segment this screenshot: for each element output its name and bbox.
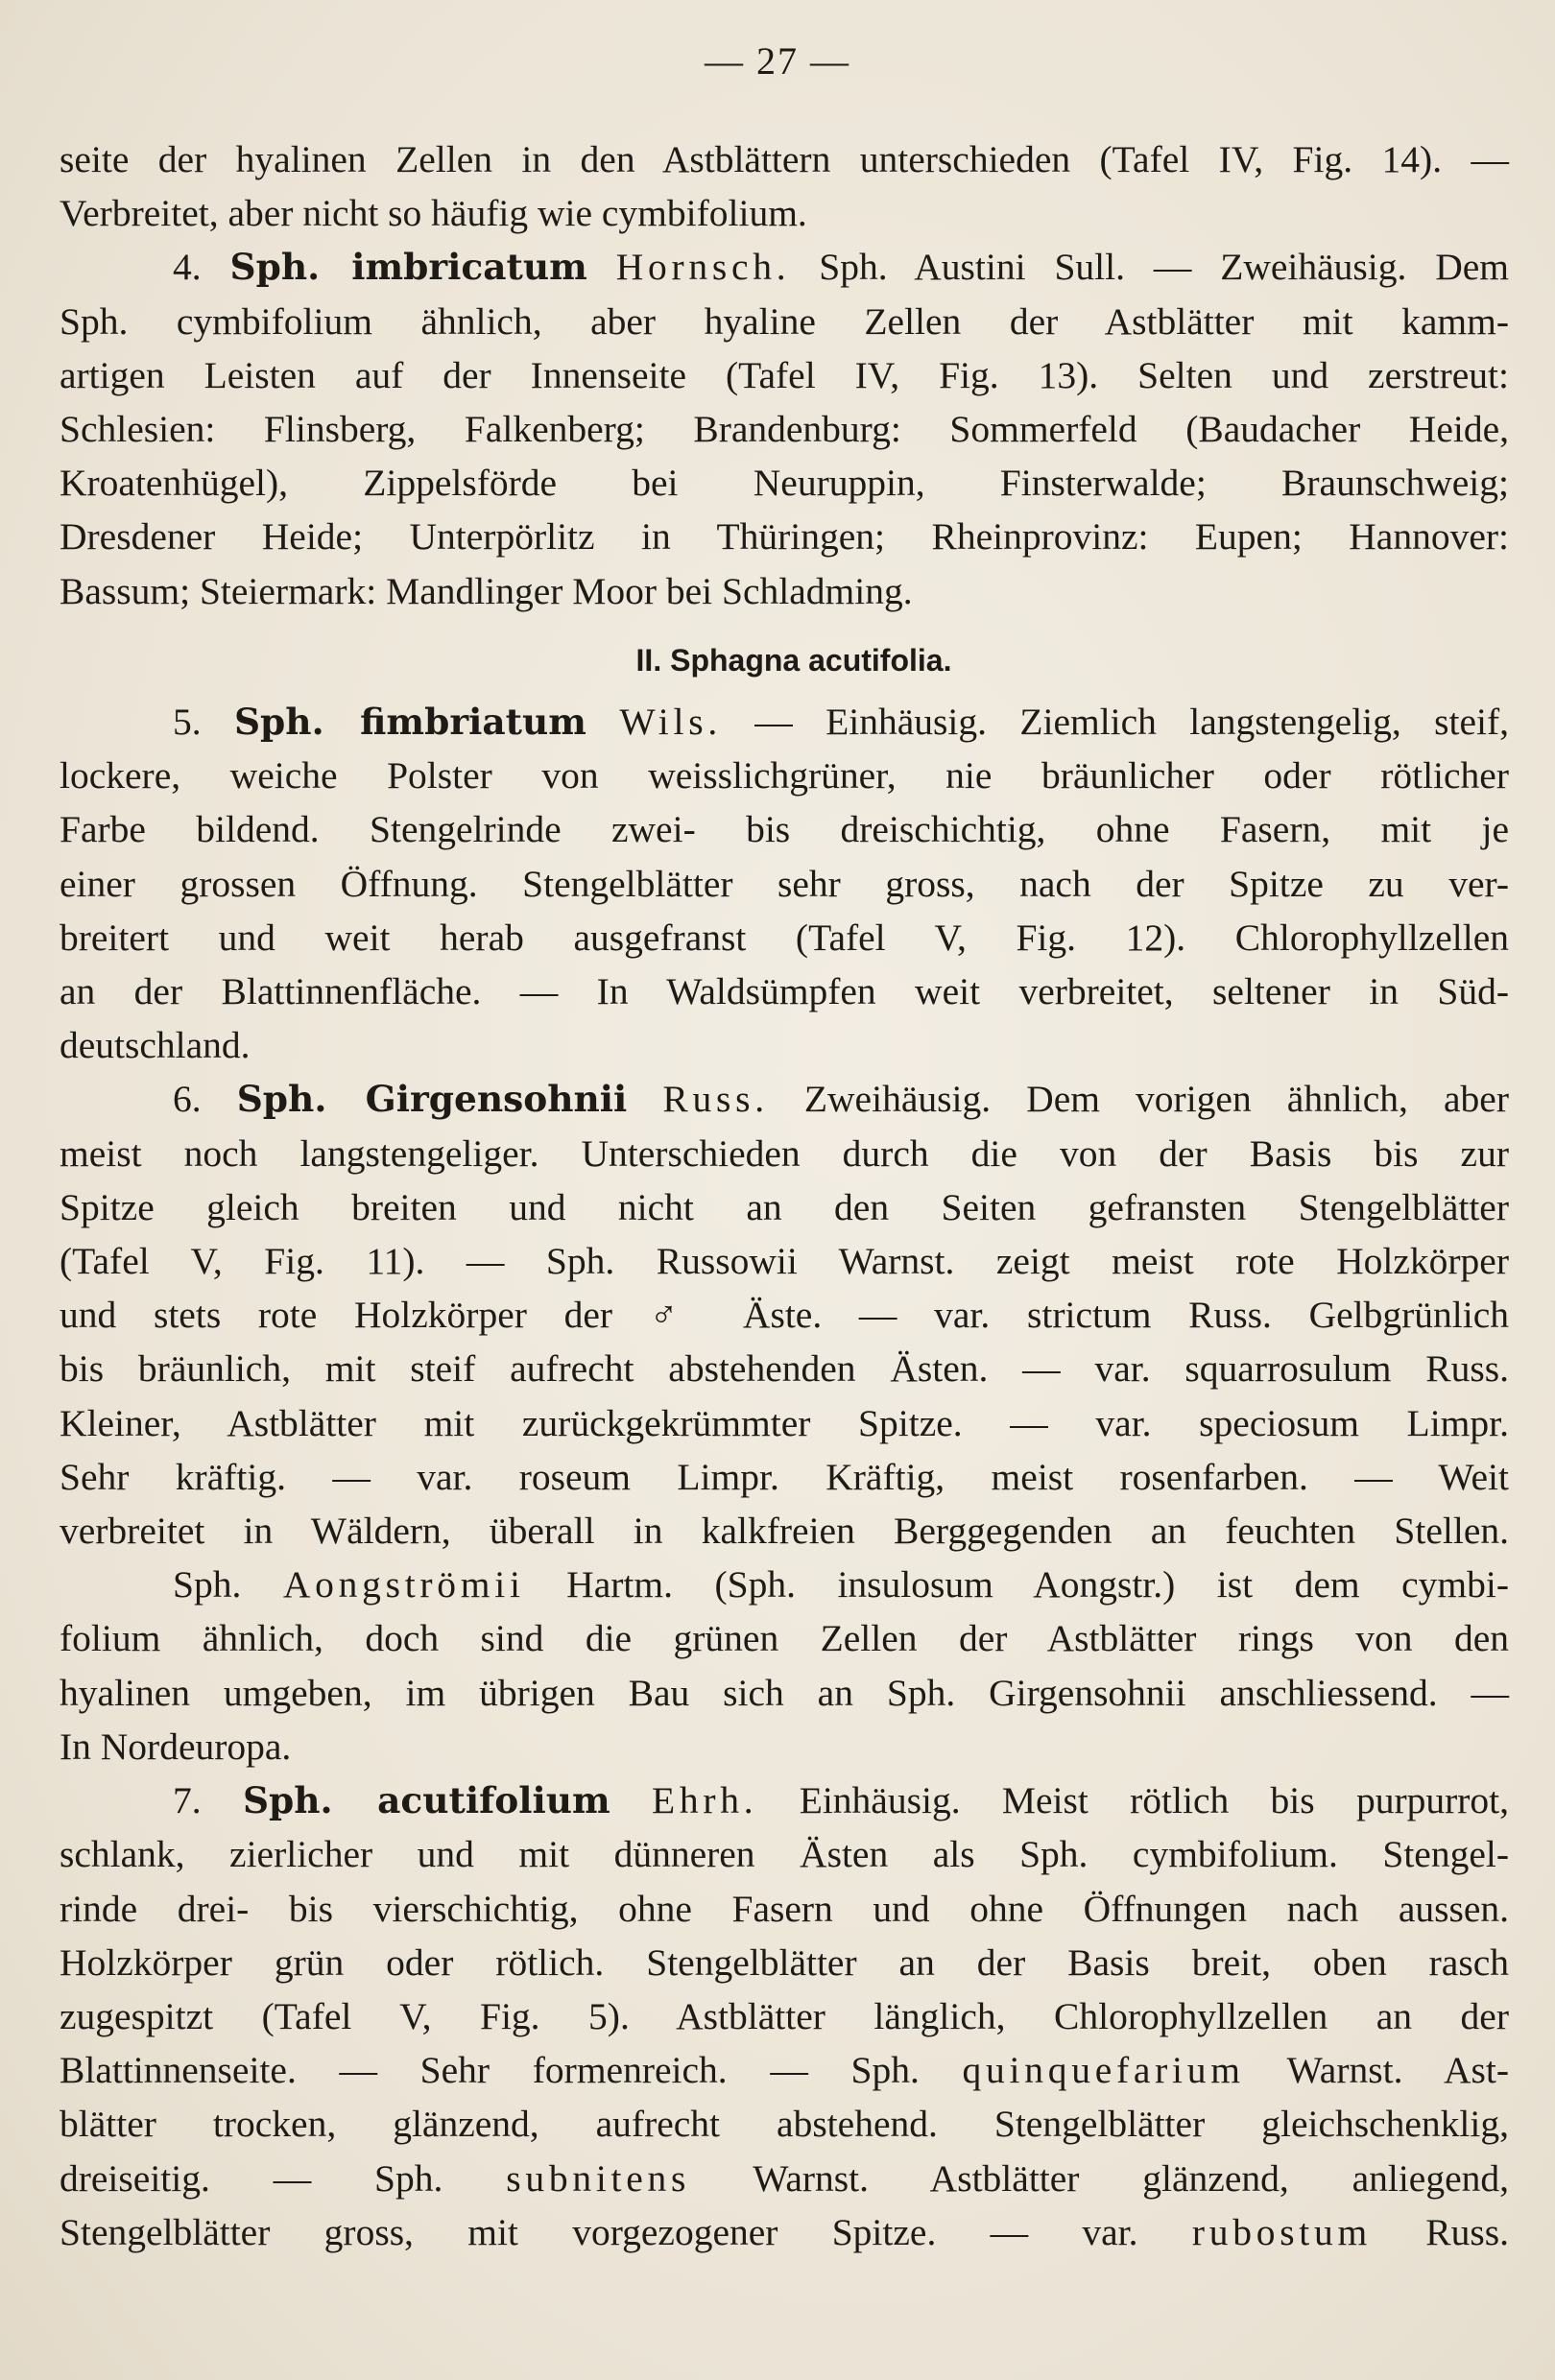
author-name: Ehrh.	[652, 1779, 758, 1822]
text-line	[60, 1504, 1509, 1558]
text-run: Einhäusig. Meist rötlich bis purpurrot,	[757, 1779, 1510, 1822]
author-name: Hornsch.	[615, 246, 791, 289]
text-run: Sph.	[173, 1563, 283, 1606]
text-run: In Nordeuropa.	[60, 1725, 292, 1768]
text-run: meist noch langstengeliger. Unterschieden durch die von der Basis bis zur	[60, 1131, 1509, 1175]
author-name: Aongströmii	[282, 1563, 525, 1606]
text-run: 4.	[173, 246, 230, 289]
text-run: deutschland.	[60, 1024, 251, 1067]
body-text	[60, 132, 1509, 2259]
text-line	[60, 1882, 1509, 1936]
text-line	[60, 1234, 1509, 1288]
text-run: Hartm. (Sph. insulosum Aongstr.) ist dem cymbi-	[524, 1563, 1510, 1606]
text-line	[60, 186, 1509, 240]
text-line	[60, 1450, 1509, 1504]
text-run	[587, 246, 616, 288]
text-line	[60, 1396, 1509, 1450]
text-line	[60, 695, 1509, 749]
species-name: Sph. acutifolium	[242, 1779, 610, 1822]
text-line	[60, 1936, 1509, 1989]
text-line	[60, 749, 1509, 802]
text-line	[60, 132, 1509, 186]
text-run: Dresdener Heide; Unterpörlitz in Thüringen; Rheinprovinz: Eupen; Hannover:	[60, 515, 1509, 559]
text-run: Sehr kräftig. — var. roseum Limpr. Kräftig, meist rosenfarben. — Weit	[60, 1455, 1509, 1498]
text-run: (Tafel V, Fig. 11). — Sph. Russowii Warnst. zeigt meist rote Holzkörper	[60, 1240, 1509, 1283]
text-run: — Einhäusig. Ziemlich langstengelig, steif,	[721, 701, 1509, 744]
species-name: Sph. fimbriatum	[233, 701, 586, 744]
text-run: Spitze gleich breiten und nicht an den Seiten gefransten Stengelblätter	[60, 1185, 1509, 1228]
text-line	[60, 911, 1509, 964]
text-line	[60, 802, 1509, 856]
text-line	[60, 1558, 1509, 1611]
text-line	[60, 564, 1509, 618]
text-line	[60, 1827, 1509, 1881]
text-run: Kroatenhügel), Zippelsförde bei Neuruppin, Finsterwalde; Braunschweig;	[60, 462, 1509, 505]
section-heading	[60, 633, 1509, 687]
text-run: Sph. Austini Sull. — Zweihäusig. Dem	[790, 246, 1510, 289]
text-run: artigen Leisten auf der Innenseite (Tafel IV, Fig. 13). Selten und zerstreut:	[60, 353, 1509, 396]
text-run: zugespitzt (Tafel V, Fig. 5). Astblätter länglich, Chlorophyllzellen an der	[60, 1994, 1509, 2037]
text-run: an der Blattinnenfläche. — In Waldsümpfen weit verbreitet, seltener in Süd-	[60, 970, 1509, 1013]
text-line	[60, 964, 1509, 1018]
text-run: Farbe bildend. Stengelrinde zwei- bis dreischichtig, ohne Fasern, mit je	[60, 808, 1509, 851]
text-run: Warnst. Astblätter glänzend, anliegend,	[690, 2156, 1509, 2200]
text-line	[60, 1342, 1509, 1395]
text-run: seite der hyalinen Zellen in den Astblättern unterschieden (Tafel IV, Fig. 14). —	[60, 138, 1509, 180]
text-run: blätter trocken, glänzend, aufrecht abstehend. Stengelblätter gleichschenklig,	[60, 2103, 1509, 2146]
species-name: Sph. Girgensohnii	[236, 1078, 628, 1121]
author-name: quinquefarium	[962, 2049, 1245, 2092]
text-run: folium ähnlich, doch sind die grünen Zellen der Astblätter rings von den	[60, 1617, 1509, 1660]
text-line	[60, 2043, 1509, 2097]
text-run: Kleiner, Astblätter mit zurückgekrümmter Spitze. — var. speciosum Limpr.	[60, 1401, 1509, 1444]
text-run: Warnst. Ast-	[1244, 2049, 1509, 2092]
text-run: Verbreitet, aber nicht so häufig wie cymbifolium.	[60, 192, 807, 235]
text-run: breitert und weit herab ausgefranst (Tafel V, Fig. 12). Chlorophyllzellen	[60, 916, 1509, 959]
text-line	[60, 1288, 1509, 1342]
text-line	[60, 2205, 1509, 2259]
author-name: subnitens	[506, 2156, 691, 2200]
text-run: Blattinnenseite. — Sehr formenreich. — Sph.	[60, 2049, 963, 2092]
text-line	[60, 857, 1509, 911]
text-run: Sph. cymbifolium ähnlich, aber hyaline Zellen der Astblätter mit kamm-	[60, 299, 1509, 343]
text-run: schlank, zierlicher und mit dünneren Ästen als Sph. cymbifolium. Stengel-	[60, 1833, 1509, 1876]
text-line	[60, 510, 1509, 563]
text-run: einer grossen Öffnung. Stengelblätter sehr gross, nach der Spitze zu ver-	[60, 862, 1509, 905]
text-run: 6.	[173, 1078, 237, 1121]
text-run	[586, 701, 619, 743]
text-line	[60, 1611, 1509, 1665]
text-line	[60, 1989, 1509, 2043]
text-line	[60, 348, 1509, 402]
text-run: bis bräunlich, mit steif aufrecht abstehenden Ästen. — var. squarrosulum Russ.	[60, 1347, 1509, 1391]
text-line	[60, 456, 1509, 510]
species-name: Sph. imbricatum	[229, 246, 587, 289]
text-run	[610, 1779, 652, 1821]
text-run: Holzkörper grün oder rötlich. Stengelblätter an der Basis breit, oben rasch	[60, 1940, 1509, 1984]
text-run: 7.	[173, 1779, 243, 1822]
text-run: hyalinen umgeben, im übrigen Bau sich an Sph. Girgensohnii anschliessend. —	[60, 1671, 1509, 1714]
text-run: dreiseitig. — Sph.	[60, 2156, 507, 2200]
text-line	[60, 1180, 1509, 1234]
text-run	[627, 1078, 662, 1120]
text-run: II. Sphagna acutifolia.	[635, 642, 952, 678]
author-name: Wils.	[619, 701, 722, 744]
text-line	[60, 1072, 1509, 1126]
text-run: lockere, weiche Polster von weisslichgrüner, nie bräunlicher oder rötlicher	[60, 754, 1509, 797]
text-line	[60, 1127, 1509, 1180]
page-number: — 27 —	[705, 39, 850, 83]
text-line	[60, 1666, 1509, 1720]
text-line	[60, 2097, 1509, 2151]
text-line	[60, 402, 1509, 456]
text-run: und stets rote Holzkörper der ♂ Äste. — var. strictum Russ. Gelbgrünlich	[60, 1294, 1509, 1337]
author-name: Russ.	[662, 1078, 769, 1121]
text-run: Schlesien: Flinsberg, Falkenberg; Brandenburg: Sommerfeld (Baudacher Heide,	[60, 408, 1509, 451]
text-line	[60, 2152, 1509, 2205]
text-run: verbreitet in Wäldern, überall in kalkfreien Berggegenden an feuchten Stellen.	[60, 1510, 1509, 1553]
text-run: 5.	[173, 701, 234, 744]
text-line	[60, 1018, 1509, 1072]
author-name: rubostum	[1191, 2210, 1372, 2253]
text-line	[60, 240, 1509, 294]
text-run: Zweihäusig. Dem vorigen ähnlich, aber	[768, 1078, 1509, 1121]
text-line	[60, 295, 1509, 348]
text-run: Russ.	[1371, 2210, 1509, 2253]
text-line	[60, 1720, 1509, 1773]
text-run: rinde drei- bis vierschichtig, ohne Fasern und ohne Öffnungen nach aussen.	[60, 1887, 1509, 1930]
text-run: Bassum; Steiermark: Mandlinger Moor bei Schladming.	[60, 569, 913, 612]
text-run: Stengelblätter gross, mit vorgezogener Spitze. — var.	[60, 2210, 1192, 2253]
text-line	[60, 1773, 1509, 1827]
